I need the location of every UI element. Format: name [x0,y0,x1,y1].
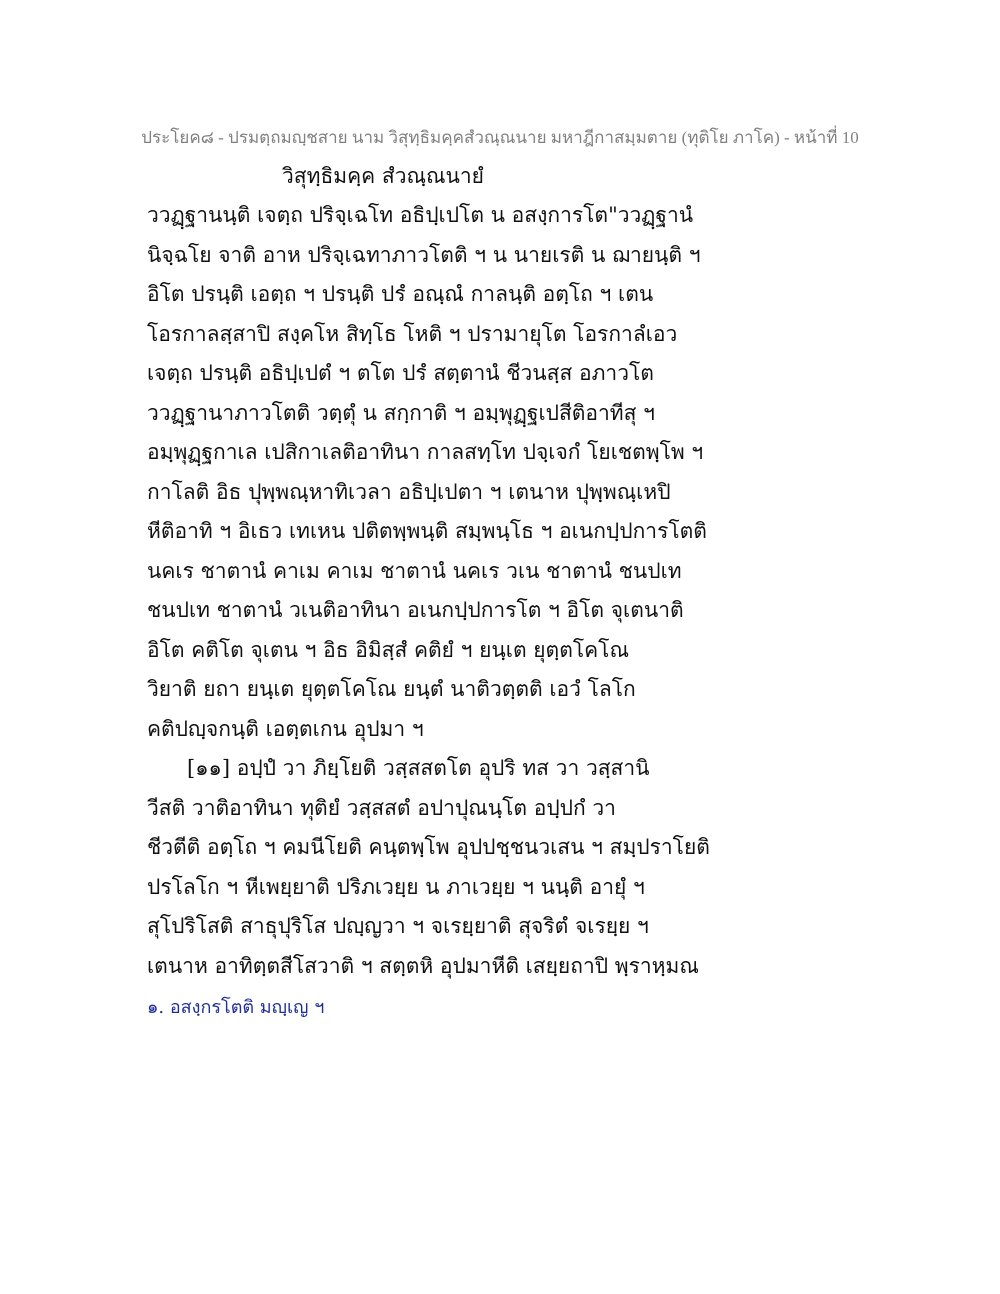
text-line: นคเร ชาตานํ คาเม คาเม ชาตานํ นคเร วเน ชาตานํ ชนปเท [147,558,682,583]
text-line: ววฏฺฐานาภาวโตติ วตฺตุํ น สกฺกาติ ฯ อมฺพุฏฺฐเปสีติอาทีสุ ฯ [147,400,655,425]
text-line: วิยาติ ยถา ยนฺเต ยุตฺตโคโณ ยนฺตํ นาติวตฺตติ เอวํ โลโก [147,677,636,701]
text-line: อิโต คติโต จุเตน ฯ อิธ อิมิสฺสํ คติยํ ฯ ยนฺเต ยุตฺตโคโณ [147,637,629,662]
text-line: สุโปริโสติ สาธุปุริโส ปญฺญวา ฯ จเรยฺยาติ สุจริตํ จเรยฺย ฯ [147,914,649,938]
text-line: ปรโลโก ฯ หีเพยฺยาติ ปริภเวยฺย น ภาเวยฺย ฯ นนฺติ อายุํ ฯ [147,874,645,899]
text-line: เตนาห อาทิตฺตสีโสวาติ ฯ สตฺตหิ อุปมาหีติ เสยฺยถาปิ พฺราหฺมณ [147,953,699,978]
running-header: ประโยค๘ - ปรมตฺถมญฺชสาย นาม วิสุทฺธิมคฺคสํวณฺณนาย มหาฎีกาสมฺมตาย (ทุติโย ภาโค) - หน้าที่ 10 [141,128,859,147]
text-line: ชนปเท ชาตานํ วเนติอาทินา อเนกปฺปการโต ฯ อิโต จุเตนาติ [147,598,684,622]
body-text [147,200,710,990]
text-line: หีติอาทิ ฯ อิเธว เทเหน ปติตพฺพนฺติ สมฺพนฺโธ ฯ อเนกปฺปการโตติ [147,519,707,543]
footnote: ๑. อสงฺกรโตติ มญฺเญ ฯ [147,997,325,1018]
text-line: วีสติ วาติอาทินา ทุติยํ วสฺสสตํ อปาปุณนฺโต อปฺปกํ วา [147,795,616,820]
text-line: กาโลติ อิธ ปุพฺพณฺหาทิเวลา อธิปฺเปตา ฯ เตนาห ปุพฺพณฺเหปิ [147,479,671,504]
text-line: ววฏฺฐานนฺติ เจตฺถ ปริจฺเฉโท อธิปฺเปโต น อสงฺการโต"ววฏฺฐานํ [147,203,694,227]
book-title: วิสุทฺธิมคฺค สํวณฺณนายํ [282,164,484,188]
text-line: อมฺพุฏฺฐกาเล เปสิกาเลติอาทินา กาลสทฺโท ปจฺเจกํ โยเชตพฺโพ ฯ [147,440,704,464]
text-line: คติปญฺจกนฺติ เอตฺตเกน อุปมา ฯ [147,716,424,741]
text-line: เจตฺถ ปรนฺติ อธิปฺเปตํ ฯ ตโต ปรํ สตฺตานํ ชีวนสฺส อภาวโต [147,361,654,385]
text-line: อิโต ปรนฺติ เอตฺถ ฯ ปรนฺติ ปรํ อณฺณํ กาลนฺติ อตฺโถ ฯ เตน [147,282,654,306]
text-line: นิจฺฉโย จาติ อาห ปริจฺเฉทาภาวโตติ ฯ น นายเรติ น ฌายนฺติ ฯ [147,242,701,267]
text-line: โอรกาลสฺสาปิ สงฺคโห สิทฺโธ โหติ ฯ ปรามายุโต โอรกาลํเอว [147,321,678,346]
text-line: ชีวตีติ อตฺโถ ฯ คมนีโยติ คนฺตพฺโพ อุปปชฺชนวเสน ฯ สมฺปราโยติ [147,835,710,859]
paragraph-start-line: [๑๑] อปฺปํ วา ภิยฺโยติ วสฺสสตโต อุปริ ทส วา วสฺสานิ [187,756,650,780]
